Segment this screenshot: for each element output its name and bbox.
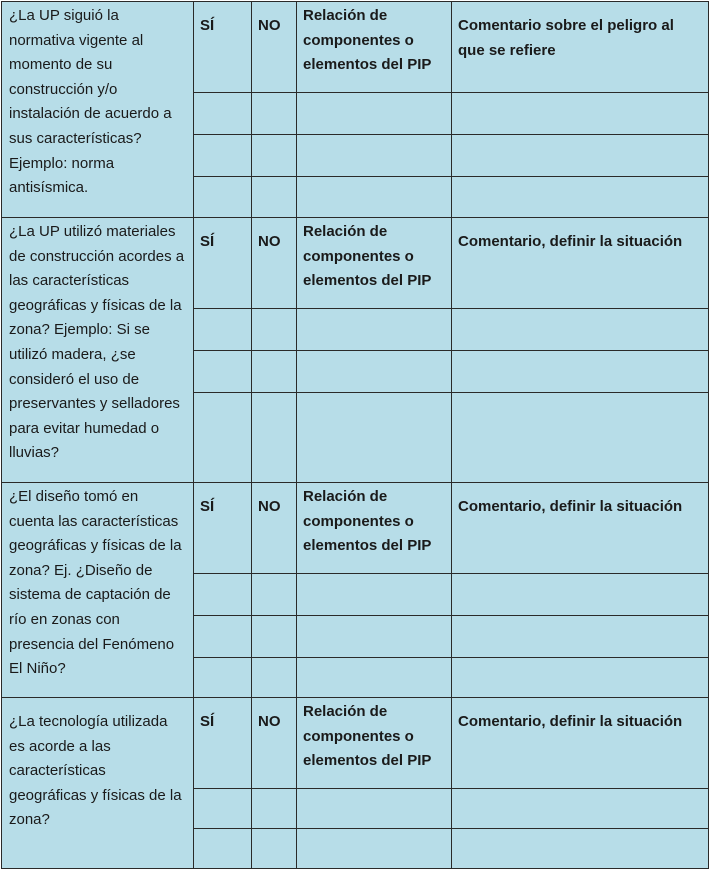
comment-header-3: Comentario, definir la situación xyxy=(452,483,709,574)
no-cell[interactable] xyxy=(252,393,297,483)
no-cell[interactable] xyxy=(252,135,297,177)
comment-header-4: Comentario, definir la situación xyxy=(452,698,709,789)
hazard-questionnaire-table xyxy=(1,1,709,869)
no-cell[interactable] xyxy=(252,177,297,218)
no-cell[interactable] xyxy=(252,351,297,393)
si-cell[interactable] xyxy=(194,574,252,616)
question-3: ¿El diseño tomó en cuenta las características geográficas y físicas de la zona? Ej. ¿Diseño de sistema de captación de río en zonas con presencia del Fenómeno El Niño? xyxy=(2,483,194,698)
no-cell[interactable] xyxy=(252,616,297,658)
block-1-header-row xyxy=(2,2,709,93)
comment-header-2: Comentario, definir la situación xyxy=(452,218,709,309)
relation-cell[interactable] xyxy=(297,135,452,177)
si-cell[interactable] xyxy=(194,135,252,177)
si-cell[interactable] xyxy=(194,351,252,393)
relation-cell[interactable] xyxy=(297,829,452,869)
comment-cell[interactable] xyxy=(452,616,709,658)
block-3-header-row xyxy=(2,483,709,574)
comment-cell[interactable] xyxy=(452,393,709,483)
relation-cell[interactable] xyxy=(297,309,452,351)
comment-cell[interactable] xyxy=(452,574,709,616)
si-label-2: SÍ xyxy=(194,218,252,309)
relation-cell[interactable] xyxy=(297,616,452,658)
no-cell[interactable] xyxy=(252,829,297,869)
block-2-header-row xyxy=(2,218,709,309)
si-label-1: SÍ xyxy=(194,2,252,93)
no-label-3: NO xyxy=(252,483,297,574)
relation-cell[interactable] xyxy=(297,789,452,829)
comment-cell[interactable] xyxy=(452,789,709,829)
si-cell[interactable] xyxy=(194,829,252,869)
relation-cell[interactable] xyxy=(297,574,452,616)
si-cell[interactable] xyxy=(194,93,252,135)
comment-header-1: Comentario sobre el peligro al que se refiere xyxy=(452,2,709,93)
relation-cell[interactable] xyxy=(297,658,452,698)
si-cell[interactable] xyxy=(194,616,252,658)
no-cell[interactable] xyxy=(252,309,297,351)
comment-cell[interactable] xyxy=(452,309,709,351)
relation-header-2: Relación de componentes o elementos del PIP xyxy=(297,218,452,309)
si-label-3: SÍ xyxy=(194,483,252,574)
no-cell[interactable] xyxy=(252,93,297,135)
comment-cell[interactable] xyxy=(452,658,709,698)
si-cell[interactable] xyxy=(194,309,252,351)
no-label-1: NO xyxy=(252,2,297,93)
relation-cell[interactable] xyxy=(297,351,452,393)
relation-cell[interactable] xyxy=(297,393,452,483)
no-cell[interactable] xyxy=(252,789,297,829)
no-cell[interactable] xyxy=(252,574,297,616)
comment-cell[interactable] xyxy=(452,93,709,135)
si-cell[interactable] xyxy=(194,393,252,483)
relation-header-4: Relación de componentes o elementos del PIP xyxy=(297,698,452,789)
block-4-header-row xyxy=(2,698,709,789)
question-2: ¿La UP utilizó materiales de construcción acordes a las características geográficas y físicas de la zona? Ejemplo: Si se utilizó madera, ¿se consideró el uso de preservantes y selladores para evitar humedad o lluvias? xyxy=(2,218,194,483)
comment-cell[interactable] xyxy=(452,829,709,869)
comment-cell[interactable] xyxy=(452,351,709,393)
no-label-2: NO xyxy=(252,218,297,309)
si-label-4: SÍ xyxy=(194,698,252,789)
si-cell[interactable] xyxy=(194,658,252,698)
question-4: ¿La tecnología utilizada es acorde a las características geográficas y físicas de la zona? xyxy=(2,698,194,869)
comment-cell[interactable] xyxy=(452,135,709,177)
si-cell[interactable] xyxy=(194,789,252,829)
no-label-4: NO xyxy=(252,698,297,789)
relation-cell[interactable] xyxy=(297,177,452,218)
question-1: ¿La UP siguió la normativa vigente al momento de su construcción y/o instalación de acuerdo a sus características? Ejemplo: norma antisísmica. xyxy=(2,2,194,218)
relation-header-3: Relación de componentes o elementos del PIP xyxy=(297,483,452,574)
relation-header-1: Relación de componentes o elementos del PIP xyxy=(297,2,452,93)
no-cell[interactable] xyxy=(252,658,297,698)
si-cell[interactable] xyxy=(194,177,252,218)
relation-cell[interactable] xyxy=(297,93,452,135)
comment-cell[interactable] xyxy=(452,177,709,218)
